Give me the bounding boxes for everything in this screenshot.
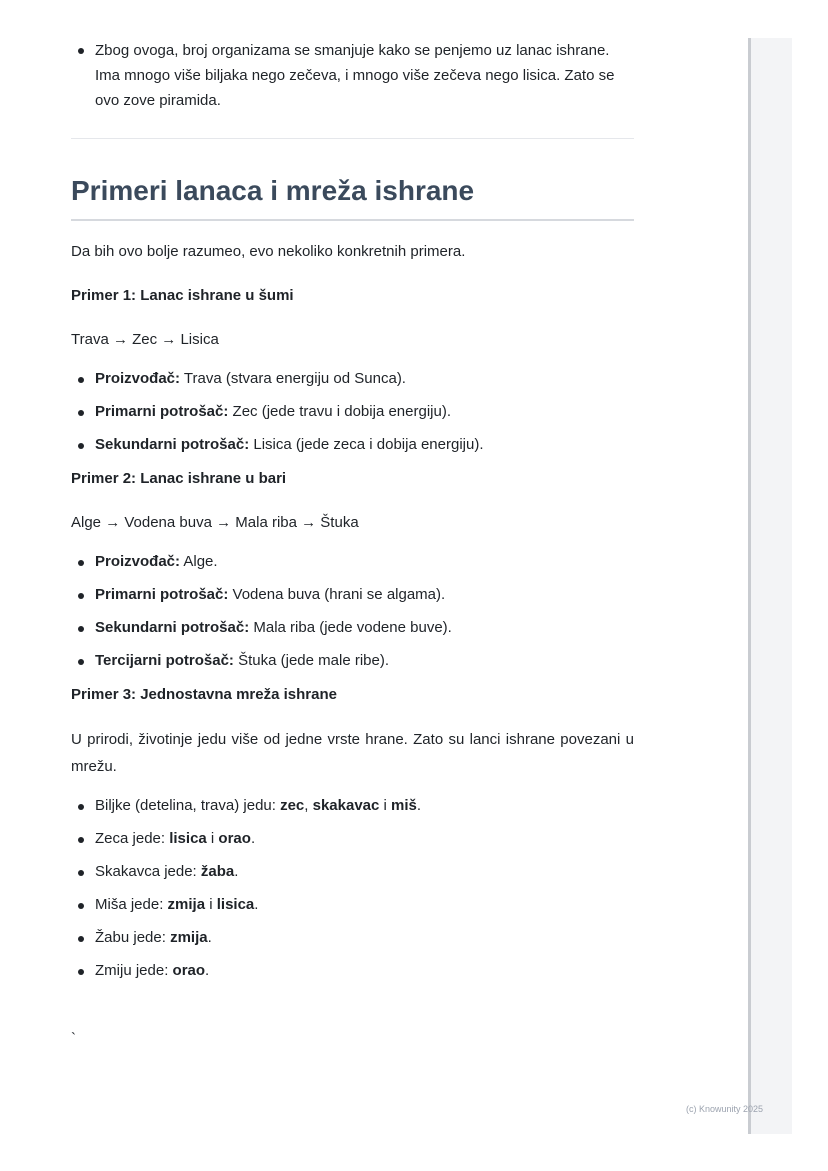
example1-chain: Trava → Zec → Lisica <box>71 331 219 348</box>
list-item: Žabu jede: zmija. <box>71 926 634 950</box>
intro-list <box>71 38 634 113</box>
list-item: Tercijarni potrošač: Štuka (jede male ribe). <box>71 649 634 673</box>
content-column <box>71 38 634 992</box>
stray-mark: ` <box>71 1030 76 1047</box>
example3-list <box>71 794 634 983</box>
list-item: Zbog ovoga, broj organizama se smanjuje kako se penjemo uz lanac ishrane. Ima mnogo više biljaka nego zečeva, i mnogo više zečeva nego lisica. Zato se ovo zove piramida. <box>71 38 634 113</box>
list-item: Sekundarni potrošač: Mala riba (jede vodene buve). <box>71 616 634 640</box>
list-item: Proizvođač: Trava (stvara energiju od Sunca). <box>71 367 634 391</box>
list-item: Skakavca jede: žaba. <box>71 860 634 884</box>
divider <box>71 138 634 139</box>
list-item: Biljke (detelina, trava) jedu: zec, skakavac i miš. <box>71 794 634 818</box>
list-item: Primarni potrošač: Vodena buva (hrani se algama). <box>71 583 634 607</box>
list-item: Zeca jede: lisica i orao. <box>71 827 634 851</box>
section-heading: Primeri lanaca i mreža ishrane <box>71 173 634 221</box>
right-margin-panel <box>750 38 792 1134</box>
section-intro: Da bih ovo bolje razumeo, evo nekoliko konkretnih primera. <box>71 243 466 260</box>
list-item: Miša jede: zmija i lisica. <box>71 893 634 917</box>
list-item: Sekundarni potrošač: Lisica (jede zeca i dobija energiju). <box>71 433 634 457</box>
example2-chain: Alge → Vodena buva → Mala riba → Štuka <box>71 514 359 531</box>
example2-title: Primer 2: Lanac ishrane u bari <box>71 470 287 487</box>
example3-title: Primer 3: Jednostavna mreža ishrane <box>71 686 337 703</box>
example1-title: Primer 1: Lanac ishrane u šumi <box>71 287 294 304</box>
example2-list <box>71 550 634 673</box>
footer-copyright: (c) Knowunity 2025 <box>686 1104 764 1114</box>
list-item: Proizvođač: Alge. <box>71 550 634 574</box>
example1-list <box>71 367 634 457</box>
list-item: Primarni potrošač: Zec (jede travu i dobija energiju). <box>71 400 634 424</box>
list-item: Zmiju jede: orao. <box>71 959 634 983</box>
example3-paragraph: U prirodi, životinje jedu više od jedne vrste hrane. Zato su lanci ishrane povezani u mrežu. <box>71 731 634 775</box>
margin-rule <box>748 38 751 1134</box>
